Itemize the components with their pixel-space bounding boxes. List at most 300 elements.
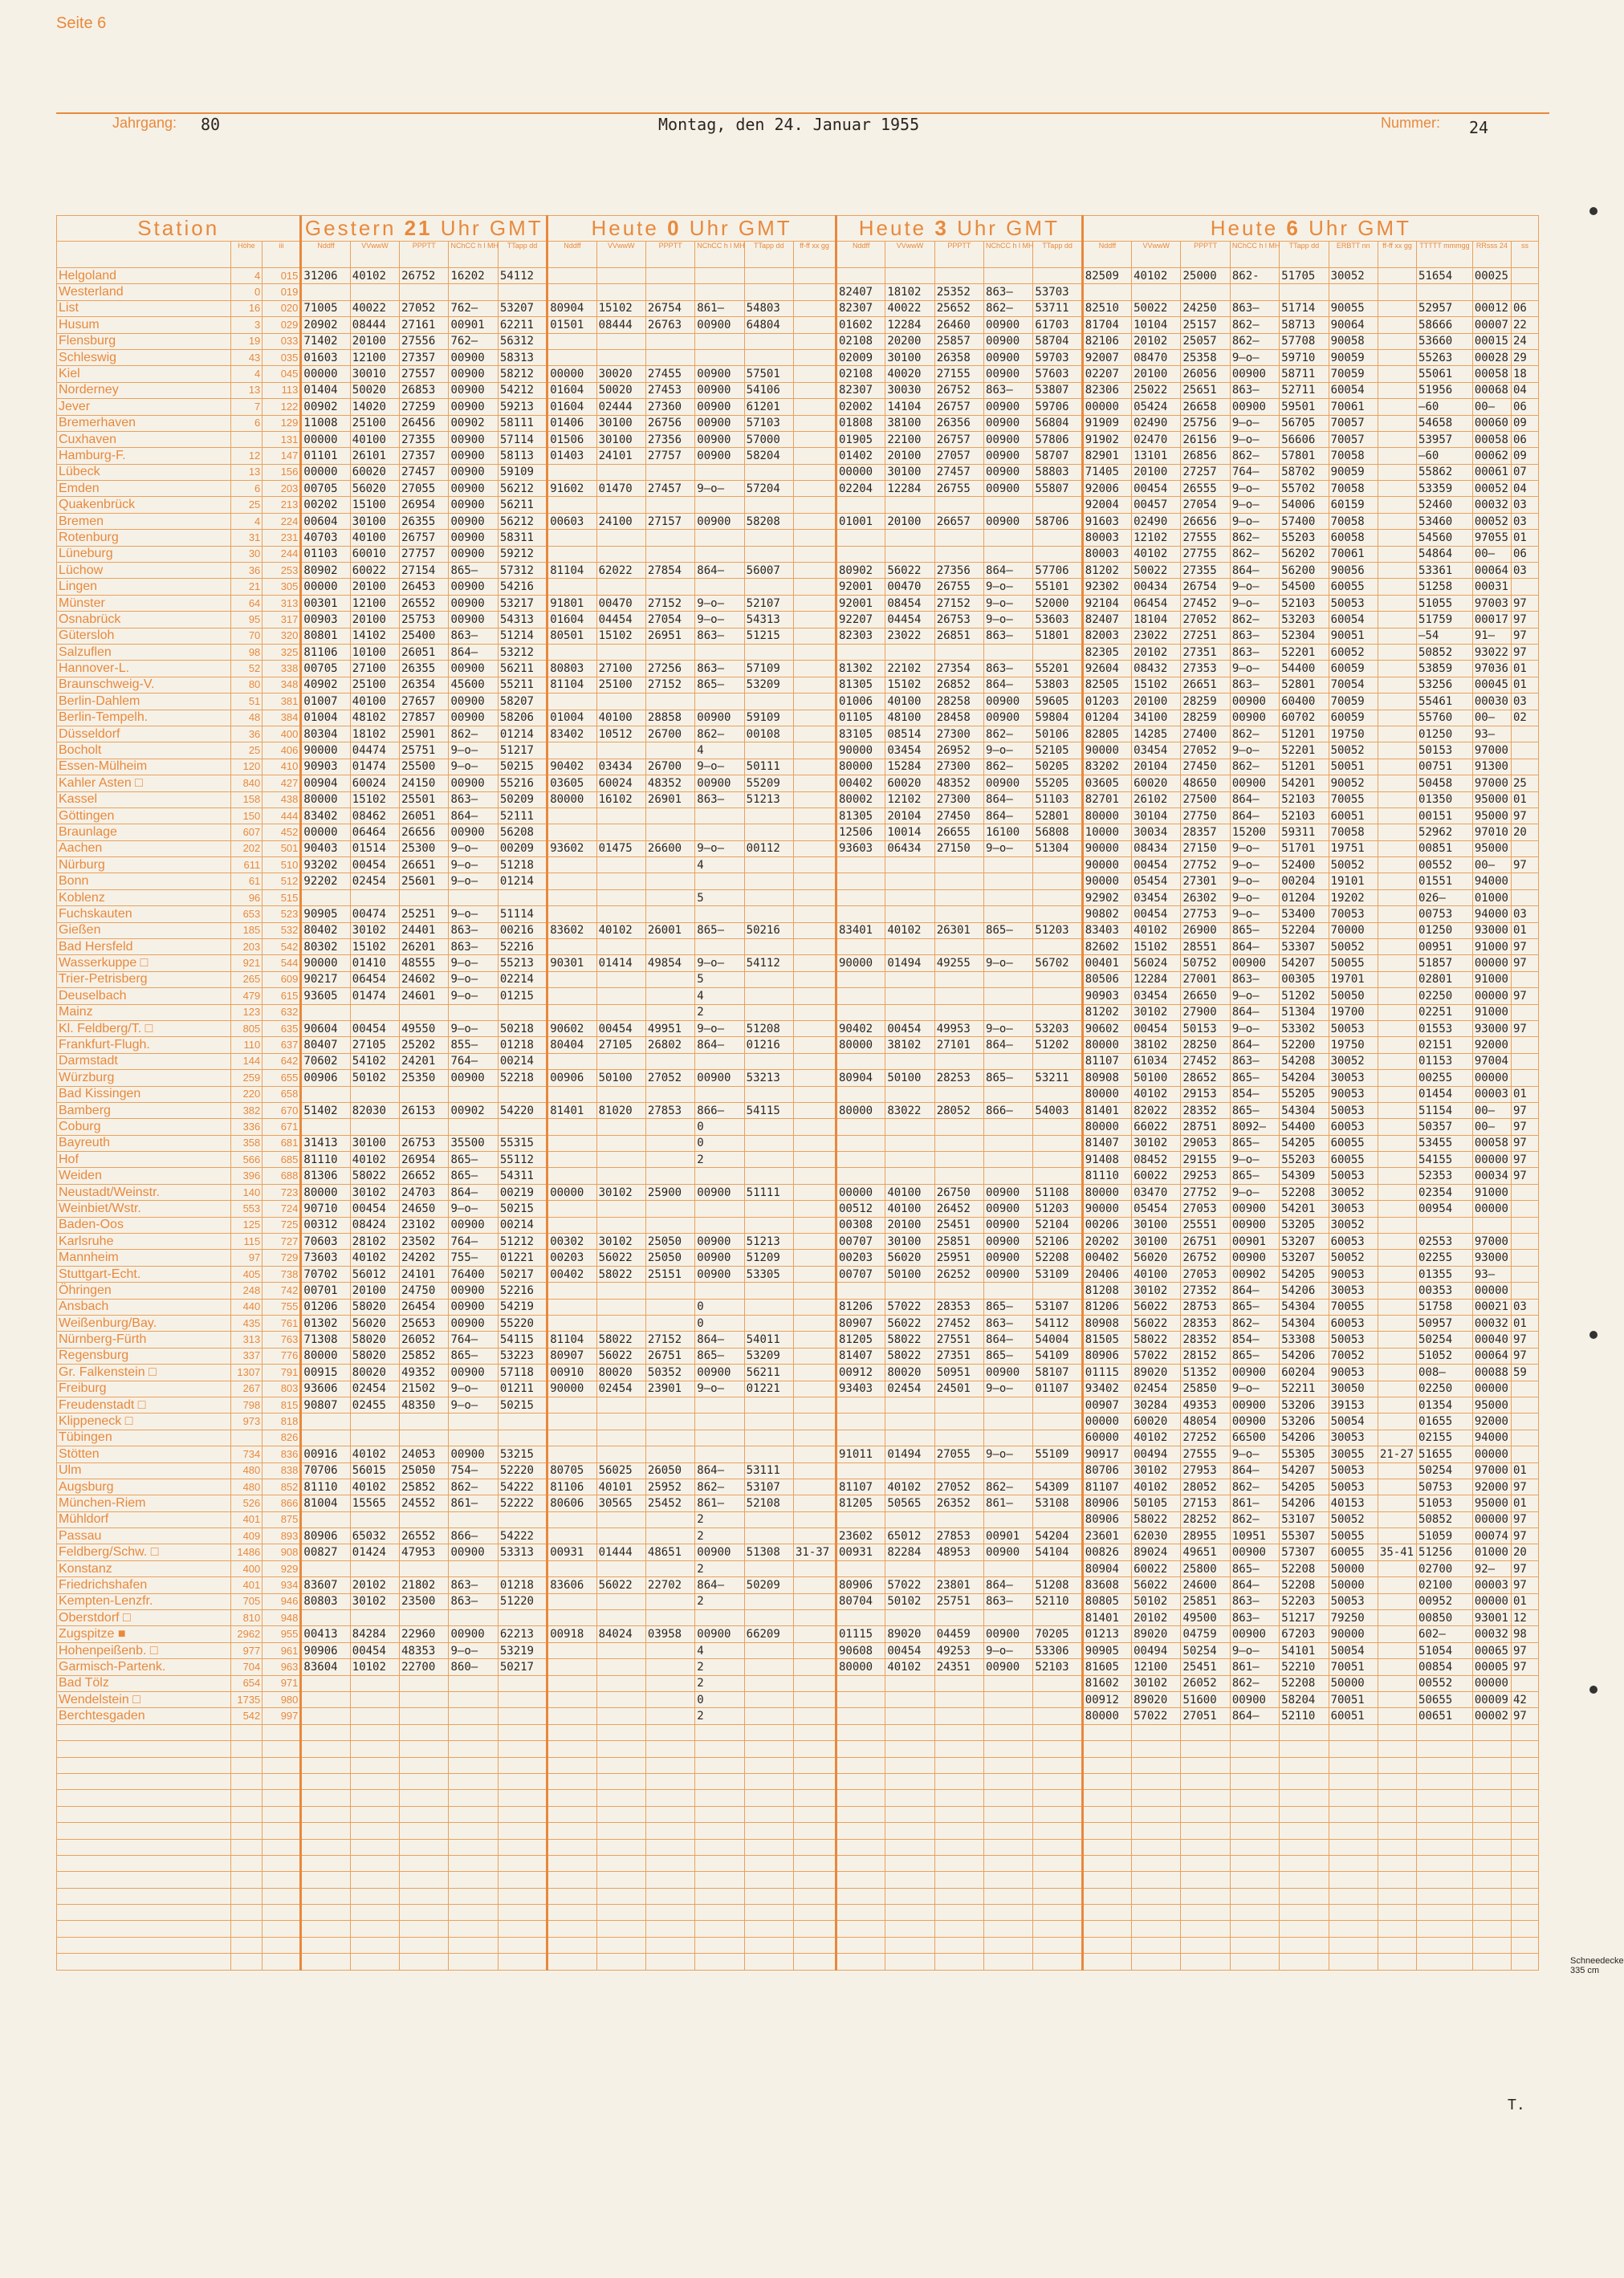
obs-cell: 00000 bbox=[1472, 1070, 1511, 1086]
obs-cell bbox=[547, 694, 596, 710]
station-row bbox=[57, 1348, 1539, 1364]
obs-cell: 50052 bbox=[1329, 939, 1378, 955]
station-index: 838 bbox=[263, 1462, 301, 1479]
obs-cell: 93— bbox=[1472, 1266, 1511, 1282]
obs-cell: 59212 bbox=[498, 546, 547, 562]
obs-cell: 00900 bbox=[449, 612, 498, 628]
obs-cell: 70057 bbox=[1329, 431, 1378, 447]
station-row bbox=[57, 807, 1539, 824]
empty-cell bbox=[1132, 1905, 1181, 1921]
station-index: 113 bbox=[263, 382, 301, 398]
obs-cell: 45600 bbox=[449, 677, 498, 693]
obs-cell: 97 bbox=[1511, 1135, 1538, 1151]
obs-cell bbox=[984, 644, 1033, 660]
obs-cell: 90905 bbox=[301, 906, 350, 922]
obs-cell bbox=[301, 1430, 350, 1446]
empty-cell bbox=[449, 1823, 498, 1839]
obs-cell bbox=[794, 1020, 836, 1036]
empty-cell bbox=[794, 1872, 836, 1888]
obs-cell: 00900 bbox=[449, 1217, 498, 1233]
obs-cell: 00900 bbox=[449, 448, 498, 464]
empty-cell bbox=[1181, 1855, 1230, 1871]
obs-cell: 29155 bbox=[1181, 1152, 1230, 1168]
empty-cell bbox=[645, 1757, 694, 1773]
obs-cell bbox=[794, 1348, 836, 1364]
obs-cell bbox=[596, 1397, 645, 1413]
obs-cell bbox=[695, 333, 744, 349]
obs-cell: 83401 bbox=[836, 922, 885, 938]
obs-cell: 02470 bbox=[1132, 431, 1181, 447]
empty-cell bbox=[1230, 1823, 1279, 1839]
empty-cell bbox=[547, 1888, 596, 1904]
obs-cell: 9—o— bbox=[449, 906, 498, 922]
empty-cell bbox=[596, 1937, 645, 1953]
obs-cell: 54204 bbox=[1280, 1070, 1329, 1086]
obs-cell: 864— bbox=[1230, 939, 1279, 955]
obs-cell bbox=[695, 644, 744, 660]
obs-cell bbox=[645, 1642, 694, 1658]
station-height: 1486 bbox=[230, 1544, 263, 1560]
obs-cell: 60058 bbox=[1329, 530, 1378, 546]
obs-cell: 90000 bbox=[1082, 840, 1131, 856]
obs-cell bbox=[984, 1560, 1033, 1576]
obs-cell bbox=[885, 1675, 934, 1691]
obs-cell: 863— bbox=[1230, 628, 1279, 644]
obs-cell bbox=[1378, 1004, 1416, 1020]
obs-cell: 00900 bbox=[984, 1365, 1033, 1381]
obs-cell: 9—o— bbox=[449, 857, 498, 873]
station-height: 31 bbox=[230, 530, 263, 546]
obs-cell: 02251 bbox=[1417, 1004, 1473, 1020]
station-row bbox=[57, 1299, 1539, 1315]
station-height: 95 bbox=[230, 612, 263, 628]
obs-cell: 19751 bbox=[1329, 840, 1378, 856]
station-row bbox=[57, 481, 1539, 497]
empty-cell bbox=[1181, 1773, 1230, 1789]
station-name: Weißenburg/Bay. bbox=[57, 1316, 231, 1332]
obs-cell: 80906 bbox=[1082, 1495, 1131, 1511]
obs-cell: 01603 bbox=[301, 349, 350, 365]
obs-cell: 54106 bbox=[744, 382, 793, 398]
obs-cell: 80704 bbox=[836, 1593, 885, 1609]
obs-cell: 00900 bbox=[449, 464, 498, 480]
obs-cell: 01424 bbox=[350, 1544, 399, 1560]
obs-cell: 51201 bbox=[1280, 759, 1329, 775]
obs-cell: 862— bbox=[1230, 1511, 1279, 1527]
obs-cell: 27105 bbox=[350, 1037, 399, 1053]
station-height: 30 bbox=[230, 546, 263, 562]
obs-cell: 25951 bbox=[934, 1250, 983, 1266]
obs-cell bbox=[1230, 284, 1279, 300]
obs-cell bbox=[1378, 1511, 1416, 1527]
obs-cell: 62030 bbox=[1132, 1528, 1181, 1544]
station-name: Lübeck bbox=[57, 464, 231, 480]
obs-cell: 50100 bbox=[596, 1070, 645, 1086]
obs-cell: 25151 bbox=[645, 1266, 694, 1282]
empty-cell bbox=[1230, 1872, 1279, 1888]
group-hour: 0 bbox=[667, 216, 682, 240]
obs-cell: 00402 bbox=[1082, 1250, 1131, 1266]
station-index: 875 bbox=[263, 1511, 301, 1527]
obs-cell: 25300 bbox=[400, 840, 449, 856]
obs-cell: 59605 bbox=[1033, 694, 1082, 710]
station-row bbox=[57, 530, 1539, 546]
obs-cell bbox=[744, 1004, 793, 1020]
obs-cell: 00900 bbox=[449, 399, 498, 415]
obs-cell: 00005 bbox=[1472, 1659, 1511, 1675]
obs-cell: 25500 bbox=[400, 759, 449, 775]
obs-cell: 57022 bbox=[885, 1299, 934, 1315]
obs-cell: 00030 bbox=[1472, 694, 1511, 710]
obs-cell bbox=[596, 694, 645, 710]
obs-cell: 863— bbox=[984, 1593, 1033, 1609]
station-index: 406 bbox=[263, 742, 301, 759]
obs-cell: 865— bbox=[449, 1168, 498, 1184]
obs-cell bbox=[1378, 1217, 1416, 1233]
obs-cell bbox=[1033, 857, 1082, 873]
obs-cell: 97 bbox=[1511, 988, 1538, 1004]
obs-cell: 27351 bbox=[934, 1348, 983, 1364]
obs-cell bbox=[984, 530, 1033, 546]
empty-row bbox=[57, 1757, 1539, 1773]
obs-cell bbox=[794, 1283, 836, 1299]
obs-cell: 97036 bbox=[1472, 661, 1511, 677]
obs-cell: 20100 bbox=[885, 448, 934, 464]
obs-cell bbox=[794, 1119, 836, 1135]
obs-cell bbox=[596, 873, 645, 889]
empty-cell bbox=[984, 1855, 1033, 1871]
obs-cell bbox=[498, 1560, 547, 1576]
empty-cell bbox=[1230, 1839, 1279, 1855]
station-name: Lingen bbox=[57, 579, 231, 595]
obs-cell bbox=[645, 1119, 694, 1135]
station-height: 7 bbox=[230, 399, 263, 415]
obs-cell: 62022 bbox=[596, 563, 645, 579]
station-index: 452 bbox=[263, 824, 301, 840]
station-name: Weiden bbox=[57, 1168, 231, 1184]
obs-cell: 4 bbox=[695, 857, 744, 873]
obs-cell: 80501 bbox=[547, 628, 596, 644]
obs-cell: 81206 bbox=[1082, 1299, 1131, 1315]
obs-cell: 55101 bbox=[1033, 579, 1082, 595]
obs-cell: 00951 bbox=[1417, 939, 1473, 955]
obs-cell: 26901 bbox=[645, 791, 694, 807]
obs-cell: 90055 bbox=[1329, 300, 1378, 316]
obs-cell: 8092— bbox=[1230, 1119, 1279, 1135]
empty-cell bbox=[984, 1724, 1033, 1740]
obs-cell: 83105 bbox=[836, 726, 885, 742]
obs-cell bbox=[744, 889, 793, 905]
empty-cell bbox=[744, 1741, 793, 1757]
obs-cell: 90000 bbox=[1082, 1201, 1131, 1217]
obs-cell bbox=[1511, 742, 1538, 759]
obs-cell: 54104 bbox=[1033, 1544, 1082, 1560]
obs-cell: 26752 bbox=[1181, 1250, 1230, 1266]
obs-cell: 60053 bbox=[1329, 1234, 1378, 1250]
obs-cell: 01000 bbox=[1472, 1544, 1511, 1560]
obs-cell: 863— bbox=[449, 1577, 498, 1593]
obs-cell: 865— bbox=[449, 1152, 498, 1168]
obs-cell: 30100 bbox=[350, 1135, 399, 1151]
nummer-value: 24 bbox=[1469, 118, 1489, 137]
obs-cell: 863— bbox=[984, 1316, 1033, 1332]
obs-cell: 00454 bbox=[350, 1020, 399, 1036]
obs-cell: 58020 bbox=[350, 1299, 399, 1315]
obs-cell: 90403 bbox=[301, 840, 350, 856]
obs-cell bbox=[695, 1053, 744, 1069]
obs-cell: 865— bbox=[449, 1348, 498, 1364]
empty-cell bbox=[794, 1773, 836, 1789]
obs-cell bbox=[794, 1675, 836, 1691]
empty-row bbox=[57, 1839, 1539, 1855]
obs-cell bbox=[1378, 694, 1416, 710]
empty-cell bbox=[645, 1905, 694, 1921]
obs-cell: 80803 bbox=[547, 661, 596, 677]
station-name: Quakenbrück bbox=[57, 497, 231, 513]
obs-cell: 95000 bbox=[1472, 807, 1511, 824]
heute-3-header bbox=[836, 216, 1082, 242]
obs-cell bbox=[934, 1610, 983, 1626]
column-header: RRsss 24 bbox=[1472, 242, 1511, 268]
obs-cell: 9—o— bbox=[1230, 431, 1279, 447]
obs-cell: 51308 bbox=[744, 1544, 793, 1560]
obs-cell: 50655 bbox=[1417, 1691, 1473, 1707]
obs-cell: 53209 bbox=[744, 1348, 793, 1364]
empty-cell bbox=[449, 1937, 498, 1953]
obs-cell: 82284 bbox=[885, 1544, 934, 1560]
obs-cell: 51758 bbox=[1417, 1299, 1473, 1315]
obs-cell: 26763 bbox=[645, 317, 694, 333]
obs-cell: 01213 bbox=[1082, 1626, 1131, 1642]
obs-cell: 00900 bbox=[449, 1626, 498, 1642]
obs-cell: 56804 bbox=[1033, 415, 1082, 431]
station-name: Husum bbox=[57, 317, 231, 333]
obs-cell: 01 bbox=[1511, 922, 1538, 938]
empty-cell bbox=[885, 1757, 934, 1773]
station-index: 946 bbox=[263, 1593, 301, 1609]
obs-cell: 52211 bbox=[1280, 1381, 1329, 1397]
obs-cell bbox=[1378, 464, 1416, 480]
empty-cell bbox=[1230, 1937, 1279, 1953]
obs-cell: 28551 bbox=[1181, 939, 1230, 955]
obs-cell: 01454 bbox=[1417, 1086, 1473, 1102]
obs-cell: 30284 bbox=[1132, 1397, 1181, 1413]
obs-cell: 25050 bbox=[645, 1250, 694, 1266]
obs-cell: 00900 bbox=[1230, 366, 1279, 382]
obs-cell: 00000 bbox=[301, 464, 350, 480]
obs-cell bbox=[498, 1430, 547, 1446]
station-row bbox=[57, 922, 1539, 938]
empty-cell bbox=[645, 1773, 694, 1789]
obs-cell: 52957 bbox=[1417, 300, 1473, 316]
obs-cell bbox=[885, 546, 934, 562]
obs-cell: 26751 bbox=[645, 1348, 694, 1364]
station-row bbox=[57, 628, 1539, 644]
obs-cell: 12102 bbox=[885, 791, 934, 807]
obs-cell: 48650 bbox=[1181, 775, 1230, 791]
obs-cell: 27354 bbox=[934, 661, 983, 677]
empty-cell bbox=[350, 1872, 399, 1888]
obs-cell: 50022 bbox=[1132, 300, 1181, 316]
obs-cell: 864— bbox=[1230, 1283, 1279, 1299]
obs-cell bbox=[984, 1004, 1033, 1020]
obs-cell: 80908 bbox=[1082, 1070, 1131, 1086]
empty-cell bbox=[449, 1790, 498, 1806]
obs-cell: 50217 bbox=[498, 1266, 547, 1282]
obs-cell: 863— bbox=[695, 661, 744, 677]
obs-cell: 54201 bbox=[1280, 775, 1329, 791]
station-row bbox=[57, 1266, 1539, 1282]
obs-cell: 30102 bbox=[350, 1593, 399, 1609]
obs-cell: 40100 bbox=[350, 530, 399, 546]
obs-cell: 27853 bbox=[934, 1528, 983, 1544]
obs-cell: 20104 bbox=[885, 807, 934, 824]
obs-cell: 80000 bbox=[1082, 1119, 1131, 1135]
obs-cell: 50050 bbox=[1329, 988, 1378, 1004]
obs-cell: 9—o— bbox=[1230, 1642, 1279, 1658]
station-name: Osnabrück bbox=[57, 612, 231, 628]
station-height: 140 bbox=[230, 1184, 263, 1200]
obs-cell bbox=[1378, 807, 1416, 824]
obs-cell: 18104 bbox=[1132, 612, 1181, 628]
obs-cell: 01494 bbox=[885, 1446, 934, 1462]
empty-cell bbox=[1280, 1872, 1329, 1888]
obs-cell: 90903 bbox=[1082, 988, 1131, 1004]
obs-cell: 60159 bbox=[1329, 497, 1378, 513]
obs-cell bbox=[547, 1217, 596, 1233]
empty-cell bbox=[547, 1921, 596, 1937]
obs-cell: 27857 bbox=[400, 710, 449, 726]
obs-cell: 00900 bbox=[449, 710, 498, 726]
obs-cell: 54112 bbox=[498, 268, 547, 284]
station-name: Klippeneck □ bbox=[57, 1414, 231, 1430]
empty-cell bbox=[1033, 1790, 1082, 1806]
obs-cell: 60000 bbox=[1082, 1430, 1131, 1446]
obs-cell: 862— bbox=[1230, 317, 1279, 333]
obs-cell: 59109 bbox=[498, 464, 547, 480]
obs-cell: 9—o— bbox=[984, 742, 1033, 759]
empty-cell bbox=[263, 1905, 301, 1921]
obs-cell: 70055 bbox=[1329, 791, 1378, 807]
obs-cell bbox=[547, 1152, 596, 1168]
obs-cell: 01474 bbox=[350, 988, 399, 1004]
obs-cell: 00900 bbox=[449, 513, 498, 529]
empty-cell bbox=[885, 1905, 934, 1921]
obs-cell: 56212 bbox=[498, 513, 547, 529]
obs-cell: 00900 bbox=[695, 1184, 744, 1200]
obs-cell: 51857 bbox=[1417, 955, 1473, 971]
empty-cell bbox=[1132, 1757, 1181, 1773]
obs-cell bbox=[836, 1430, 885, 1446]
obs-cell: 00900 bbox=[449, 579, 498, 595]
obs-cell bbox=[1378, 284, 1416, 300]
obs-cell: 58713 bbox=[1280, 317, 1329, 333]
obs-cell: 50209 bbox=[498, 791, 547, 807]
obs-cell: 66022 bbox=[1132, 1119, 1181, 1135]
obs-cell: 9—o— bbox=[449, 840, 498, 856]
station-index: 637 bbox=[263, 1037, 301, 1053]
obs-cell bbox=[744, 1528, 793, 1544]
obs-cell: 27152 bbox=[645, 595, 694, 611]
empty-cell bbox=[1472, 1757, 1511, 1773]
station-height: 80 bbox=[230, 677, 263, 693]
obs-cell: 56022 bbox=[596, 1577, 645, 1593]
obs-cell: 27057 bbox=[934, 448, 983, 464]
obs-cell: 26354 bbox=[400, 677, 449, 693]
obs-cell bbox=[645, 1217, 694, 1233]
empty-cell bbox=[1082, 1823, 1131, 1839]
empty-cell bbox=[1417, 1937, 1473, 1953]
obs-cell: 20100 bbox=[885, 513, 934, 529]
empty-cell bbox=[301, 1888, 350, 1904]
obs-cell bbox=[934, 971, 983, 987]
empty-cell bbox=[744, 1905, 793, 1921]
obs-cell: 864— bbox=[984, 791, 1033, 807]
obs-cell: 19701 bbox=[1329, 971, 1378, 987]
empty-cell bbox=[1132, 1888, 1181, 1904]
obs-cell bbox=[794, 1053, 836, 1069]
station-height: 52 bbox=[230, 661, 263, 677]
empty-cell bbox=[449, 1954, 498, 1970]
obs-cell: 50852 bbox=[1417, 1511, 1473, 1527]
obs-cell: 862— bbox=[984, 759, 1033, 775]
empty-cell bbox=[263, 1741, 301, 1757]
empty-cell bbox=[1132, 1823, 1181, 1839]
obs-cell bbox=[1378, 382, 1416, 398]
obs-cell bbox=[547, 1119, 596, 1135]
empty-cell bbox=[498, 1806, 547, 1822]
obs-cell: 00454 bbox=[596, 1020, 645, 1036]
group-label: Uhr GMT bbox=[1300, 216, 1411, 240]
empty-cell bbox=[934, 1921, 983, 1937]
obs-cell: 01006 bbox=[836, 694, 885, 710]
empty-cell bbox=[1280, 1790, 1329, 1806]
station-height: 125 bbox=[230, 1217, 263, 1233]
obs-cell: 49353 bbox=[1181, 1397, 1230, 1413]
station-index: 213 bbox=[263, 497, 301, 513]
empty-cell bbox=[645, 1806, 694, 1822]
obs-cell: 00918 bbox=[547, 1626, 596, 1642]
obs-cell: 40102 bbox=[885, 1659, 934, 1675]
obs-cell: 00032 bbox=[1472, 1626, 1511, 1642]
station-height: 4 bbox=[230, 513, 263, 529]
obs-cell: 00000 bbox=[1472, 1675, 1511, 1691]
empty-cell bbox=[1511, 1823, 1538, 1839]
obs-cell: 00900 bbox=[695, 415, 744, 431]
empty-cell bbox=[498, 1905, 547, 1921]
obs-cell bbox=[449, 1708, 498, 1724]
obs-cell: 21502 bbox=[400, 1381, 449, 1397]
obs-cell bbox=[794, 1462, 836, 1479]
obs-cell: 9—o— bbox=[695, 955, 744, 971]
obs-cell bbox=[1511, 873, 1538, 889]
empty-cell bbox=[400, 1888, 449, 1904]
empty-cell bbox=[596, 1954, 645, 1970]
station-row bbox=[57, 1234, 1539, 1250]
obs-cell bbox=[885, 1119, 934, 1135]
obs-cell: 25850 bbox=[1181, 1381, 1230, 1397]
obs-cell bbox=[794, 1299, 836, 1315]
empty-cell bbox=[984, 1790, 1033, 1806]
obs-cell bbox=[744, 1610, 793, 1626]
column-header: ERBTT nn bbox=[1329, 242, 1378, 268]
obs-cell bbox=[350, 284, 399, 300]
obs-cell: 854— bbox=[1230, 1332, 1279, 1348]
obs-cell: 52108 bbox=[744, 1495, 793, 1511]
station-row bbox=[57, 1462, 1539, 1479]
station-index: 015 bbox=[263, 268, 301, 284]
empty-cell bbox=[301, 1855, 350, 1871]
